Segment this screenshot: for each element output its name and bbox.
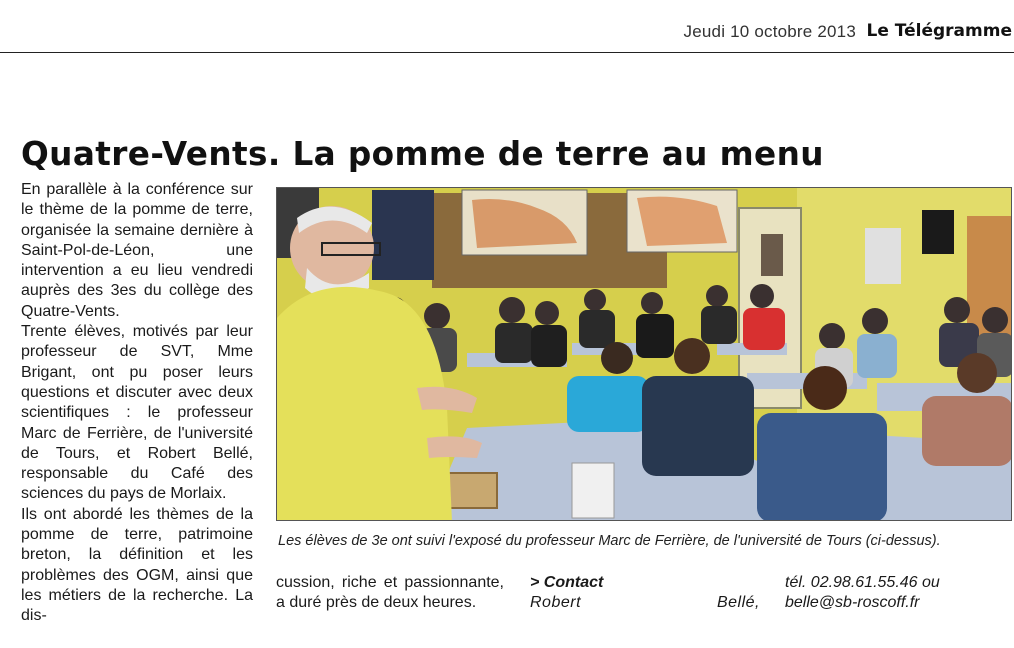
contact-first-name: Robert <box>530 594 582 612</box>
article-column-1 <box>21 180 253 627</box>
page-header <box>0 0 1014 53</box>
photo-caption: Les élèves de 3e ont suivi l'exposé du professeur Marc de Ferrière, de l'université de Tours (ci-dessus). <box>278 533 941 549</box>
article-paragraph-3-end: cussion, riche et passionnante, a duré près de deux heures. <box>276 574 504 612</box>
classroom-photo <box>276 187 1012 521</box>
article-headline: Quatre-Vents. La pomme de terre au menu <box>21 134 824 173</box>
contact-title: > Contact <box>530 574 604 591</box>
contact-details: tél. 02.98.61.55.46 ou belle@sb-roscoff.fr <box>785 574 940 612</box>
issue-date: Jeudi 10 octobre 2013 <box>683 22 856 41</box>
article-paragraph-1: En parallèle à la conférence sur le thème de la pomme de terre, organisée la semaine dernière à Saint-Pol-de-Léon, une intervention a eu lieu vendredi auprès des 3es du collège des Quatre-Vents. <box>21 181 253 320</box>
article-column-2 <box>276 573 504 614</box>
article-paragraph-2: Trente élèves, motivés par leur professeur de SVT, Mme Brigant, ont pu poser leurs questions et discuter avec deux scientifiques : le professeur Marc de Ferrière, de l'université de Tours, et Robert Bellé, responsable du Café des sciences du pays de Morlaix. <box>21 323 253 503</box>
contact-last-name: Bellé, <box>716 594 760 612</box>
newspaper-name: Le Télégramme <box>866 21 1012 41</box>
contact-block <box>530 573 760 614</box>
contact-name <box>530 593 760 613</box>
article-paragraph-3-start: Ils ont abordé les thèmes de la pomme de terre, patrimoine breton, la définition et les problèmes des OGM, ainsi que les métiers de la recherche. La dis- <box>21 505 253 625</box>
